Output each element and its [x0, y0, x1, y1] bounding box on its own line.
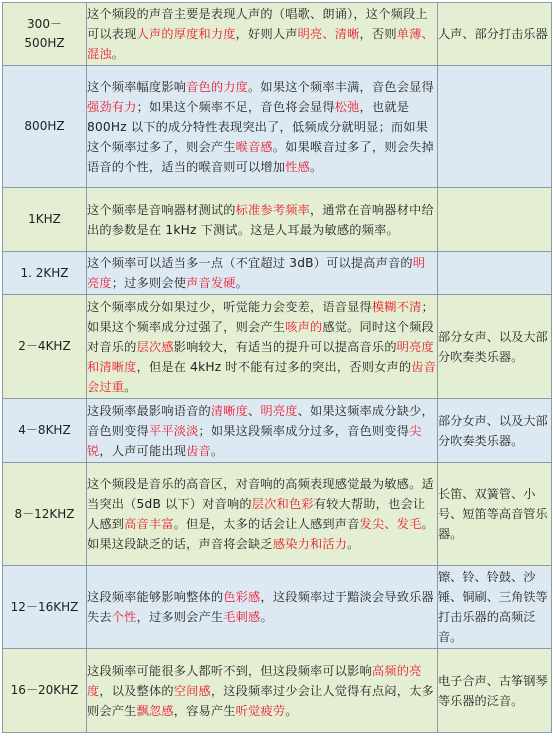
band-cell: 8－12KHZ [3, 463, 87, 566]
instrument-cell: 电子合声、古筝钢琴等乐器的泛音。 [438, 649, 552, 733]
description-text: 这段频率最影响语音的 [87, 403, 211, 418]
description-cell [87, 566, 438, 649]
band-cell: 4－8KHZ [3, 399, 87, 463]
description-text: ，容易产生 [173, 703, 236, 718]
highlighted-text: 发尖、发毛 [359, 517, 422, 531]
description-text: ，人声可能出现 [99, 443, 187, 458]
highlighted-text: 性感 [285, 159, 310, 174]
highlighted-text: 松弛 [334, 99, 360, 114]
description-cell [87, 399, 438, 463]
highlighted-text: 感染力和活力 [272, 537, 348, 551]
description-text: 这个频率成分如果过少，听觉能力会变差，语音显得 [87, 299, 372, 314]
description-text: 有较大帮助，也会让人感到 [87, 497, 426, 531]
description-text: ，过多则会产生 [136, 610, 224, 624]
highlighted-text: 层次感 [136, 339, 174, 354]
band-cell: 1. 2KHZ [3, 252, 87, 295]
table-row [3, 295, 552, 399]
highlighted-text: 高频的亮度 [87, 663, 422, 698]
instrument-cell: 长笛、双簧管、小号、短笛等高音管乐器。 [438, 463, 552, 566]
highlighted-text: 高音丰富 [124, 517, 174, 531]
table-row [3, 566, 552, 649]
band-cell: 800HZ [3, 66, 87, 188]
band-cell: 1KHZ [3, 188, 87, 252]
highlighted-text: 喉音感 [235, 139, 273, 154]
highlighted-text: 声音发硬 [186, 276, 236, 290]
description-text: ，也就是 800Hz 以下的成分特性表现突出了，低频成分就明显；而如果这个频率过多了，则会产生 [87, 99, 429, 154]
instrument-cell: 部分女声、以及大部分吹奏类乐器。 [438, 399, 552, 463]
highlighted-text: 音色的力度 [186, 79, 249, 94]
description-text: ；如果这段频率成分过多，音色则变得 [198, 423, 410, 438]
description-cell [87, 295, 438, 399]
band-cell: 300－ 500HZ [3, 3, 87, 66]
table-row [3, 188, 552, 252]
description-cell [87, 252, 438, 295]
description-text: 。 [285, 703, 298, 718]
description-text: 这个频段是音乐的高音区，对音响的高频表现感觉最为敏感。适当突出（5dB 以下）对音响的 [87, 477, 434, 511]
description-text: 这个频率是音响器材测试的 [87, 202, 236, 217]
highlighted-text: 明亮度和清晰度 [87, 339, 434, 374]
instrument-cell [438, 66, 552, 188]
description-text: 。如果这段缺乏的话，声音将会缺乏 [87, 517, 434, 551]
description-cell [87, 3, 438, 66]
description-text: 、如果这频率成分缺少，音色则变得 [87, 403, 434, 438]
description-cell [87, 463, 438, 566]
highlighted-text: 清晰度 [210, 403, 249, 418]
band-cell: 12－16KHZ [3, 566, 87, 649]
table-row [3, 66, 552, 188]
description-text: 这个频率可以适当多一点（不宜超过 3dB）可以提高声音的 [87, 256, 413, 270]
highlighted-text: 单薄、混浊 [87, 27, 434, 61]
description-text: ，否则 [359, 27, 397, 41]
description-text: ；如果这个频率不足，音色将会显得 [136, 99, 335, 114]
instrument-cell [438, 252, 552, 295]
highlighted-text: 咳声的 [285, 319, 323, 334]
description-text: ，但是在 4kHz 时不能有过多的突出，否则女声的 [136, 359, 412, 374]
highlighted-text: 强劲有力 [87, 99, 137, 114]
description-text: 这段频率可能很多人都听不到，但这段频率可以影响 [87, 663, 372, 678]
frequency-table [2, 2, 552, 733]
description-text: 。 [210, 443, 224, 458]
highlighted-text: 明亮、清晰 [297, 27, 360, 41]
description-text: 。但是，太多的话会让人感到声音 [173, 517, 360, 531]
table-row [3, 649, 552, 733]
highlighted-text: 层次和色彩 [251, 497, 314, 511]
table-row [3, 252, 552, 295]
description-text: 这段频率能够影响整体的 [87, 590, 224, 604]
highlighted-text: 明亮度 [87, 256, 426, 290]
instrument-cell [438, 188, 552, 252]
highlighted-text: 飘忽感 [136, 703, 174, 718]
highlighted-text: 毛刺感 [223, 610, 261, 624]
highlighted-text: 个性 [111, 610, 137, 624]
description-text: 、 [248, 403, 261, 418]
description-text: 。 [260, 610, 273, 624]
description-text: 感觉。同时这个频段对音乐的 [87, 319, 434, 354]
description-cell [87, 188, 438, 252]
description-text: ，以及整体的 [99, 683, 174, 698]
description-text: 这个频率幅度影响 [87, 79, 187, 94]
highlighted-text: 听觉疲劳 [235, 703, 286, 718]
highlighted-text: 齿音会过重 [87, 359, 437, 394]
description-text: ；如果这个频率成分过强了，则会产生 [87, 299, 434, 334]
description-text: 。 [124, 379, 137, 394]
description-cell [87, 649, 438, 733]
highlighted-text: 空间感 [173, 683, 211, 698]
description-text: 。如果这个频率丰满，音色会显得 [248, 79, 434, 94]
description-text: ；过多则会使 [111, 276, 187, 290]
table-row [3, 3, 552, 66]
table-row [3, 399, 552, 463]
description-text: 。 [235, 276, 249, 290]
table-row [3, 463, 552, 566]
band-cell: 2－4KHZ [3, 295, 87, 399]
instrument-cell: 部分女声、以及大部分吹奏类乐器。 [438, 295, 552, 399]
description-cell [87, 66, 438, 188]
instrument-cell: 镲、铃、铃鼓、沙锤、铜刷、三角铁等打击乐器的高频泛音。 [438, 566, 552, 649]
description-text: 。 [309, 159, 323, 174]
highlighted-text: 齿音 [186, 443, 211, 458]
frequency-table-body [3, 3, 552, 733]
description-text: ，通常在音响器材中给出的参数是在 1kHz 下测试。这是人耳最为敏感的频率。 [87, 202, 434, 237]
description-text: ，好则人声 [235, 27, 298, 41]
highlighted-text: 模糊不清 [371, 299, 422, 314]
description-text: 这个频段的声音主要是表现人声的（唱歌、朗诵），这个频段上可以表现 [87, 7, 428, 41]
highlighted-text: 色彩感 [223, 590, 261, 604]
description-text: 。如果喉音过多了，则会失掉语音的个性，适当的喉音则可以增加 [87, 139, 434, 174]
highlighted-text: 平平淡淡 [148, 423, 199, 438]
description-text: ，这段频率过少会让人觉得有点闷，太多则会产生 [87, 683, 434, 718]
highlighted-text: 人声的厚度和力度 [136, 27, 236, 41]
description-text: 。 [111, 47, 125, 61]
instrument-cell: 人声、部分打击乐器 [438, 3, 552, 66]
highlighted-text: 明亮度 [260, 403, 298, 418]
band-cell: 16－20KHZ [3, 649, 87, 733]
description-text: 。 [347, 537, 360, 551]
description-text: ，这段频率过于黯淡会导致乐器失去 [87, 590, 434, 624]
description-text: 影响较大，有适当的提升可以提高音乐的 [173, 339, 397, 354]
highlighted-text: 标准参考频率 [235, 202, 310, 217]
highlighted-text: 尖锐 [87, 423, 422, 458]
